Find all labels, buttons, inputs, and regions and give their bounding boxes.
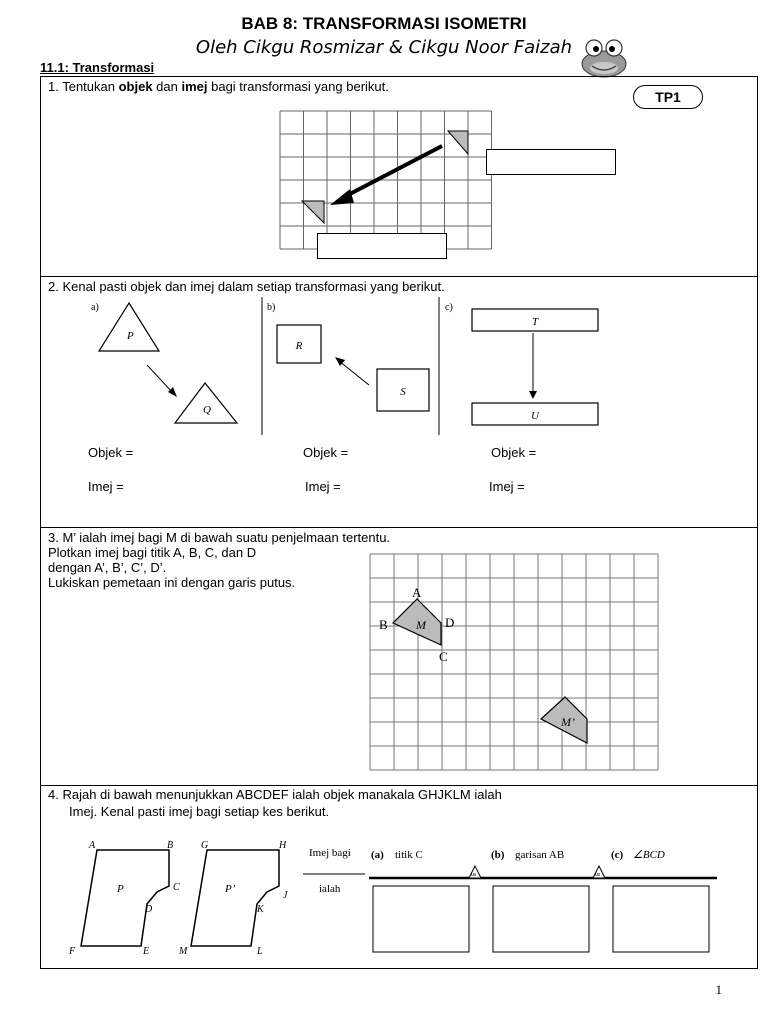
shape-t-label: T [531,316,539,328]
q1-answer-box-2[interactable] [317,233,447,259]
shape-p4-label: P [117,883,124,895]
question-3-line-1: 3. M’ ialah imej bagi M di bawah suatu penjelmaan tertentu. [48,530,391,545]
q3-grid [369,553,663,781]
q2a-imej-label: Imej = [88,479,124,494]
frog-mascot-icon [578,34,630,80]
answer-box-c[interactable] [613,886,709,952]
page-subtitle: Oleh Cikgu Rosmizar & Cikgu Noor Faizah [195,37,573,58]
point-d-label: D [445,615,455,630]
vertex-a: A [89,840,96,851]
question-2-box [40,276,758,528]
col-a-tag: (a) [371,849,384,861]
shape-r-label: R [295,340,303,352]
page-number: 1 [715,982,722,997]
question-4-line-2: Imej. Kenal pasti imej bagi setiap kes berikut. [69,804,330,819]
part-c-label: c) [445,302,453,313]
question-3-line-2: Plotkan imej bagi titik A, B, C, dan D [48,545,257,560]
q2a-objek-label: Objek = [88,445,134,460]
vertex-g: G [201,840,209,851]
q2b-imej-label: Imej = [305,479,341,494]
col-b-text: garisan AB [515,849,565,861]
vertex-e: E [143,946,150,957]
question-3-line-3: dengan A’, B’, C’, D’. [48,560,167,575]
vertex-j: J [283,890,288,901]
question-2-text: 2. Kenal pasti objek dan imej dalam setiap transformasi yang berikut. [48,279,445,294]
q2c-imej-label: Imej = [489,479,525,494]
q2b-objek-label: Objek = [303,445,349,460]
vertex-c: C [173,882,180,893]
question-1-text: 1. Tentukan objek dan imej bagi transformasi yang berikut. [48,79,389,94]
shape-m-prime-label: M’ [561,715,575,729]
question-4-line-1: 4. Rajah di bawah menunjukkan ABCDEF ialah objek manakala GHJKLM ialah [48,787,502,802]
section-heading: 11.1: Transformasi [40,60,155,75]
shape-u-label: U [531,410,539,422]
shape-s-label: S [400,386,406,398]
shape-p-label: P [127,330,134,342]
vertex-f: F [69,946,76,957]
vertex-h: H [279,840,287,851]
vertex-l: L [257,946,263,957]
question-3-box [40,527,758,786]
part-b-label: b) [267,302,276,313]
point-c-label: C [439,649,448,664]
shape-m-label: M [416,618,426,632]
col-a-text: titik C [395,849,423,861]
pointer-2: us [595,872,601,878]
col-c-text: ∠BCD [633,849,665,861]
col-c-tag: (c) [611,849,624,861]
pointer-1: us [471,872,477,878]
tp1-badge: TP1 [633,85,703,109]
answer-box-a[interactable] [373,886,469,952]
question-4-box [40,785,758,969]
col-b-tag: (b) [491,849,505,861]
q2-diagrams [81,297,621,437]
question-3-line-4: Lukiskan pemetaan ini dengan garis putus. [48,575,296,590]
table-head-ialah: ialah [319,883,341,895]
vertex-b: B [167,840,174,851]
part-a-label: a) [91,302,99,313]
point-b-label: B [379,617,388,632]
q4-shapes [61,836,313,962]
page-title: BAB 8: TRANSFORMASI ISOMETRI [241,14,527,33]
table-head-imej-bagi: Imej bagi [309,847,351,859]
vertex-m: M [179,946,188,957]
answer-box-b[interactable] [493,886,589,952]
shape-q-label: Q [203,404,211,416]
q1-answer-box-1[interactable] [486,149,616,175]
q4-answer-table [303,834,729,960]
point-a-label: A [412,585,422,600]
q2c-objek-label: Objek = [491,445,537,460]
shape-p4-prime-label: P’ [225,883,236,895]
vertex-k: K [257,904,264,915]
vertex-d: D [145,904,153,915]
